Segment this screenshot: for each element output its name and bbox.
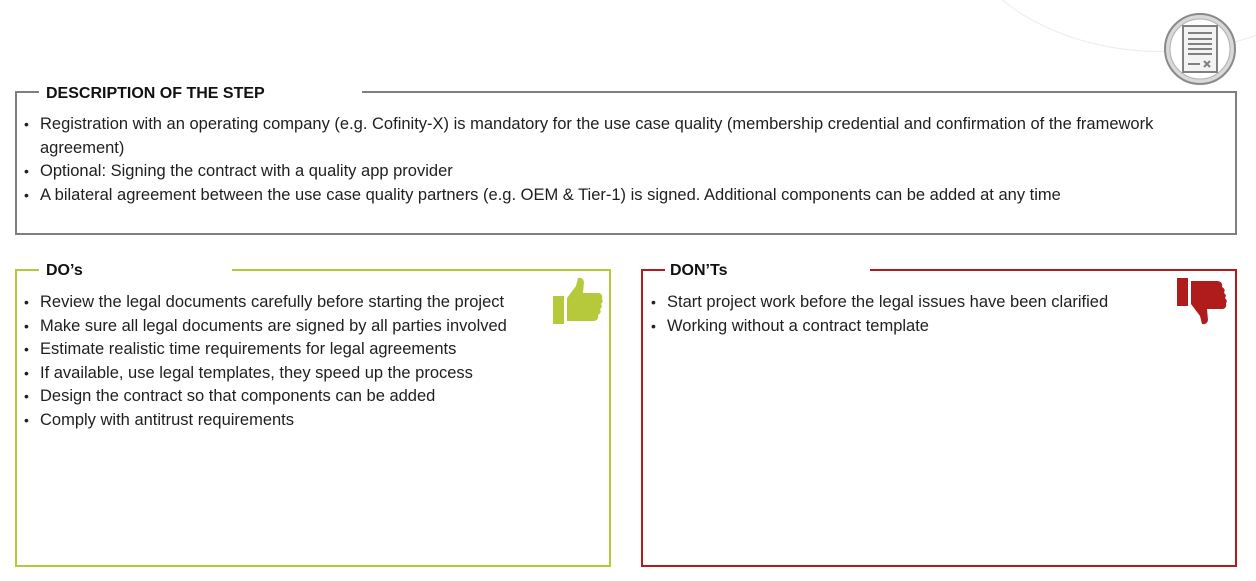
thumbs-up-icon bbox=[552, 276, 604, 326]
description-item: • Registration with an operating company (e.g. Cofinity-X) is mandatory for the use case quality (membership credential and confirmation of the framework agreement) bbox=[16, 113, 1196, 160]
dos-title: DO’s bbox=[42, 261, 87, 281]
donts-item: • Working without a contract template bbox=[643, 315, 1183, 339]
dos-item: • Estimate realistic time requirements for legal agreements bbox=[16, 338, 576, 362]
description-box-top-border-right bbox=[362, 91, 1237, 93]
donts-title: DON’Ts bbox=[666, 261, 731, 281]
description-item: • Optional: Signing the contract with a quality app provider bbox=[16, 160, 1196, 184]
thumbs-down-icon bbox=[1176, 276, 1228, 326]
donts-item: • Start project work before the legal issues have been clarified bbox=[643, 291, 1183, 315]
contract-document-icon bbox=[1164, 13, 1236, 85]
dos-item: • Comply with antitrust requirements bbox=[16, 409, 576, 433]
dos-item: • Design the contract so that components can be added bbox=[16, 385, 576, 409]
donts-box-top-border-left bbox=[641, 269, 665, 271]
dos-item: • If available, use legal templates, they speed up the process bbox=[16, 362, 576, 386]
dos-item: • Make sure all legal documents are signed by all parties involved bbox=[16, 315, 576, 339]
description-title: DESCRIPTION OF THE STEP bbox=[42, 84, 269, 104]
donts-list bbox=[643, 291, 1183, 338]
dos-box-top-border-right bbox=[232, 269, 611, 271]
description-item: • A bilateral agreement between the use case quality partners (e.g. OEM & Tier-1) is signed. Additional components can be added at any time bbox=[16, 184, 1196, 208]
dos-item: • Review the legal documents carefully before starting the project bbox=[16, 291, 576, 315]
donts-box-top-border-right bbox=[870, 269, 1237, 271]
dos-box-top-border-left bbox=[15, 269, 39, 271]
description-list bbox=[16, 113, 1196, 207]
description-box-top-border-left bbox=[15, 91, 39, 93]
dos-list bbox=[16, 291, 576, 432]
